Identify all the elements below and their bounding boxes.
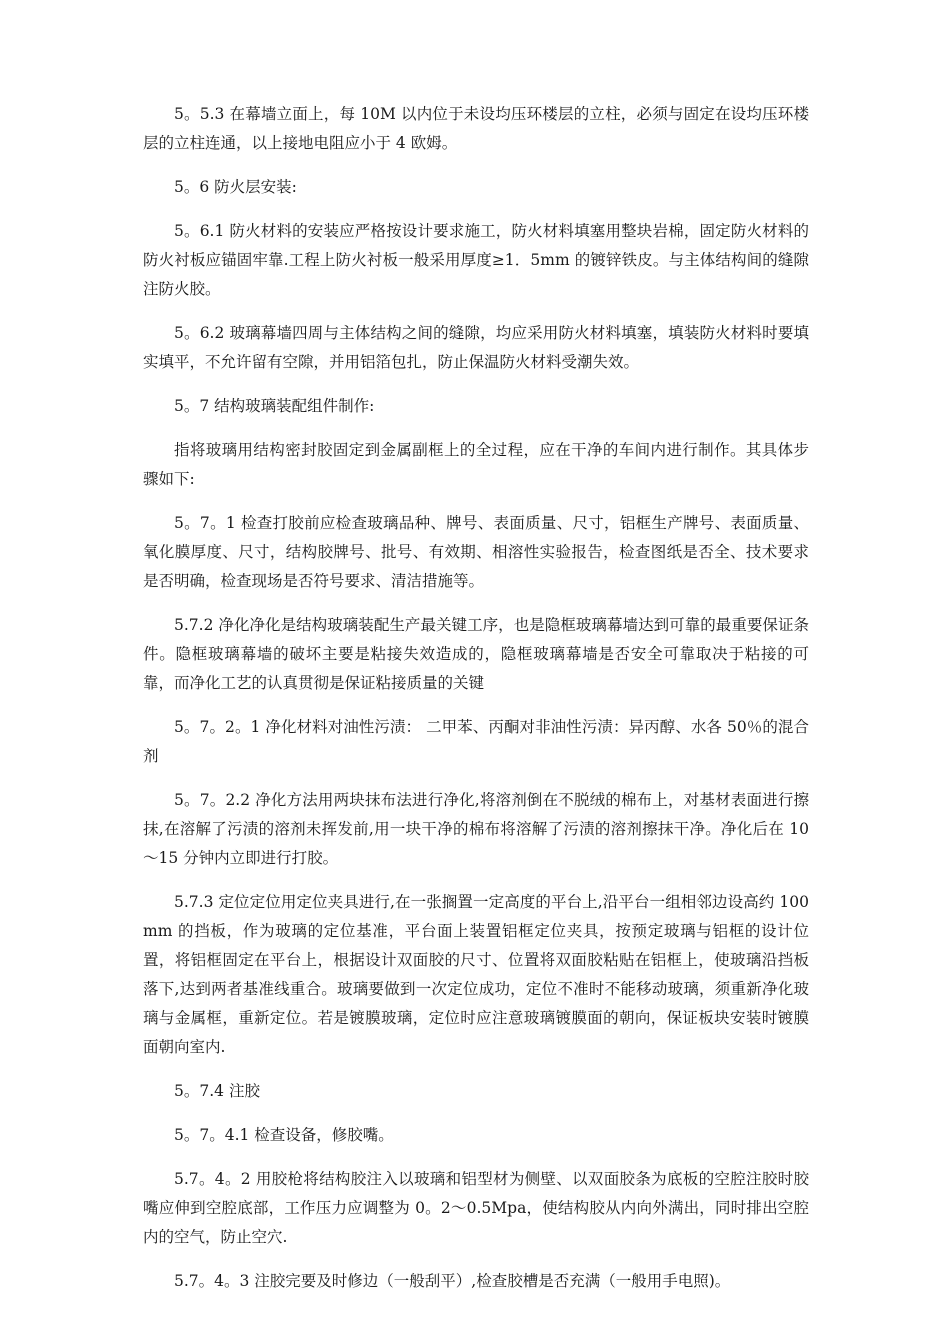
- paragraph-5-7-intro: 指将玻璃用结构密封胶固定到金属副框上的全过程，应在干净的车间内进行制作。其具体步骤如下:: [143, 441, 809, 488]
- heading-5-7-4: 5。7.4 注胶: [174, 1082, 260, 1100]
- paragraph-5-7-4-3: 5.7。4。3 注胶完要及时修边（一般刮平）,检查胶槽是否充满（一般用手电照)。: [174, 1272, 731, 1290]
- paragraph-5-5-3: 5。5.3 在幕墙立面上，每 10M 以内位于未设均压环楼层的立柱，必须与固定在设均压环楼层的立柱连通，以上接地电阻应小于 4 欧姆。: [143, 105, 809, 152]
- heading-5-6: 5。6 防火层安装:: [174, 178, 297, 196]
- paragraph-5-6-2: 5。6.2 玻璃幕墙四周与主体结构之间的缝隙，均应采用防火材料填塞，填装防火材料时要填实填平，不允许留有空隙，并用铝箔包扎，防止保温防火材料受潮失效。: [143, 324, 809, 371]
- document-body: [143, 100, 809, 1311]
- paragraph-5-6-1: 5。6.1 防火材料的安装应严格按设计要求施工，防火材料填塞用整块岩棉，固定防火材料的防火衬板应锚固牢靠.工程上防火衬板一般采用厚度≥1．5mm 的镀锌铁皮。与主体结构间的缝隙注防火胶。: [143, 222, 809, 298]
- paragraph-5-7-2-2: 5。7。2.2 净化方法用两块抹布法进行净化,将溶剂倒在不脱绒的棉布上，对基材表面进行擦抹,在溶解了污渍的溶剂未挥发前,用一块干净的棉布将溶解了污渍的溶剂擦抹干净。净化后在 10～15 分钟内立即进行打胶。: [143, 791, 809, 867]
- paragraph-5-7-3: 5.7.3 定位定位用定位夹具进行,在一张搁置一定高度的平台上,沿平台一组相邻边设高约 100mm 的挡板，作为玻璃的定位基准，平台面上装置铝框定位夹具，按预定玻璃与铝框的设计位置，将铝框固定在平台上，根据设计双面胶的尺寸、位置将双面胶粘贴在铝框上，使玻璃沿挡板落下,达到两者基准线重合。玻璃要做到一次定位成功，定位不准时不能移动玻璃，须重新净化玻璃与金属框，重新定位。若是镀膜玻璃，定位时应注意玻璃镀膜面的朝向，保证板块安装时镀膜面朝向室内.: [143, 893, 809, 1056]
- heading-5-7: 5。7 结构玻璃装配组件制作:: [174, 397, 375, 415]
- paragraph-5-7-1: 5。7。1 检查打胶前应检查玻璃品种、牌号、表面质量、尺寸，铝框生产牌号、表面质量、氧化膜厚度、尺寸，结构胶牌号、批号、有效期、相溶性实验报告，检查图纸是否全、技术要求是否明确，检查现场是否符号要求、清洁措施等。: [143, 514, 809, 590]
- paragraph-5-7-4-1: 5。7。4.1 检查设备，修胶嘴。: [174, 1126, 394, 1144]
- paragraph-5-7-4-2: 5.7。4。2 用胶枪将结构胶注入以玻璃和铝型材为侧壁、以双面胶条为底板的空腔注胶时胶嘴应伸到空腔底部，工作压力应调整为 0。2～0.5Mpa，使结构胶从内向外满出，同时排出空腔内的空气，防止空穴.: [143, 1170, 809, 1246]
- paragraph-5-7-2-1: 5。7。2。1 净化材料对油性污渍： 二甲苯、丙酮对非油性污渍：异丙醇、水各 50％的混合剂: [143, 718, 809, 765]
- paragraph-5-7-2: 5.7.2 净化净化是结构玻璃装配生产最关键工序，也是隐框玻璃幕墙达到可靠的最重要保证条件。隐框玻璃幕墙的破坏主要是粘接失效造成的，隐框玻璃幕墙是否安全可靠取决于粘接的可靠，而净化工艺的认真贯彻是保证粘接质量的关键: [143, 616, 809, 692]
